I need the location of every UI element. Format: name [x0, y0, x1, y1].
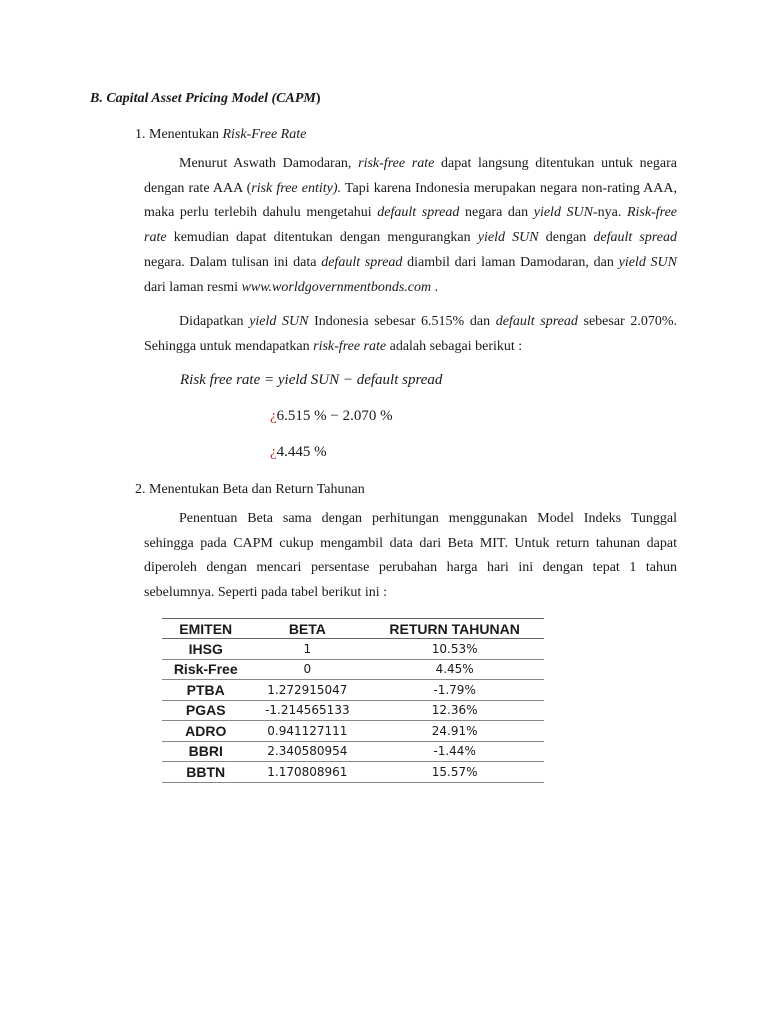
italic-term: default spread: [321, 254, 403, 270]
cell-emiten: PTBA: [162, 680, 249, 701]
formula-risk-free: Risk free rate = yield SUN − default spread: [180, 372, 443, 388]
cell-return: 24.91%: [365, 721, 544, 742]
text-run: Indonesia sebesar 6.515% dan: [308, 314, 496, 329]
cell-emiten: Risk-Free: [162, 659, 249, 680]
cell-return: -1.79%: [365, 680, 544, 701]
italic-term: yield SUN: [533, 205, 593, 221]
italic-term: Risk-free rate: [144, 205, 677, 246]
paragraph-text: [144, 310, 677, 359]
text-run: Didapatkan: [179, 314, 250, 329]
cell-beta: 1.272915047: [249, 680, 365, 701]
cell-beta: 1: [249, 639, 365, 660]
text-run: -nya.: [593, 205, 627, 221]
cell-beta: 1.170808961: [249, 762, 365, 783]
text-run: adalah sebagai berikut :: [386, 338, 523, 354]
cell-return: 4.45%: [365, 659, 544, 680]
cell-beta: -1.214565133: [249, 700, 365, 721]
subsection-2-title: 2. Menentukan Beta dan Return Tahunan: [135, 482, 365, 497]
italic-term: www.worldgovernmentbonds.com: [241, 279, 432, 295]
text-run: negara. Dalam tulisan ini data: [144, 254, 322, 270]
cell-emiten: BBRI: [162, 741, 249, 762]
paragraph-runs: [144, 511, 677, 600]
table-row: [162, 721, 544, 742]
header-return: RETURN TAHUNAN: [365, 619, 544, 639]
text-run: diambil dari laman Damodaran, dan: [402, 254, 619, 270]
header-beta: BETA: [249, 619, 365, 639]
paragraph-risk-free-intro: [144, 152, 677, 300]
italic-term: default spread: [495, 314, 578, 329]
italic-term: risk-free rate: [358, 156, 435, 171]
text-run: sebesar 2.070%. Sehingga untuk mendapatkan: [144, 314, 678, 354]
table-row: [162, 741, 544, 762]
text-run: Penentuan Beta sama dengan perhitungan menggunakan Model Indeks Tunggal sehingga pada CAPM cukup mengambil data dari Beta MIT. Untuk return tahunan dapat diperoleh dengan mencari persentase perubahan harga hari ini dengan tepat 1 tahun sebelumnya. Seperti pada tabel berikut ini :: [144, 511, 677, 601]
text-run: Tapi karena Indonesia merupakan negara non-rating AAA, maka perlu terlebih dahulu mengetahui: [144, 180, 678, 221]
cell-emiten: PGAS: [162, 700, 249, 721]
paragraph-yield-sun: [144, 310, 677, 359]
italic-term: yield SUN: [618, 254, 677, 270]
formula-step-result: ¿4.445 %: [270, 444, 327, 460]
beta-return-table: [162, 618, 544, 783]
table-row: [162, 680, 544, 701]
paragraph-beta-return: [144, 507, 677, 606]
paragraph-text: [144, 152, 677, 300]
subsection-1-title: 1. Menentukan Risk-Free Rate: [135, 127, 307, 142]
paragraph-runs: [144, 156, 677, 295]
cell-emiten: ADRO: [162, 721, 249, 742]
text-run: dapat langsung ditentukan untuk negara dengan rate AAA (: [144, 156, 677, 196]
text-run: dari laman resmi: [144, 279, 242, 295]
paragraph-runs: [144, 314, 677, 354]
italic-term: risk free entity).: [251, 180, 342, 196]
cell-return: 10.53%: [365, 639, 544, 660]
cell-beta: 0.941127111: [249, 721, 365, 742]
table-row: [162, 700, 544, 721]
table-header-row: [162, 619, 544, 639]
paragraph-text: [144, 507, 677, 606]
italic-term: yield SUN: [477, 230, 539, 246]
text-run: dengan: [538, 230, 594, 246]
cell-emiten: BBTN: [162, 762, 249, 783]
cell-beta: 0: [249, 659, 365, 680]
italic-term: default spread: [593, 230, 677, 246]
text-run: kemudian dapat ditentukan dengan mengurangkan: [166, 230, 478, 246]
italic-term: risk-free rate: [313, 338, 387, 354]
cell-return: 15.57%: [365, 762, 544, 783]
table-row: [162, 659, 544, 680]
text-run: .: [431, 279, 439, 295]
table-row: [162, 762, 544, 783]
italic-term: yield SUN: [249, 314, 309, 329]
italic-term: default spread: [377, 205, 460, 221]
text-run: negara dan: [459, 205, 534, 221]
table-row: [162, 639, 544, 660]
text-run: Menurut Aswath Damodaran,: [179, 156, 359, 171]
cell-return: -1.44%: [365, 741, 544, 762]
header-emiten: EMITEN: [162, 619, 249, 639]
formula-step-subtract: ¿6.515 % − 2.070 %: [270, 408, 393, 424]
cell-beta: 2.340580954: [249, 741, 365, 762]
cell-emiten: IHSG: [162, 639, 249, 660]
section-heading: B. Capital Asset Pricing Model (CAPM): [90, 91, 321, 106]
cell-return: 12.36%: [365, 700, 544, 721]
